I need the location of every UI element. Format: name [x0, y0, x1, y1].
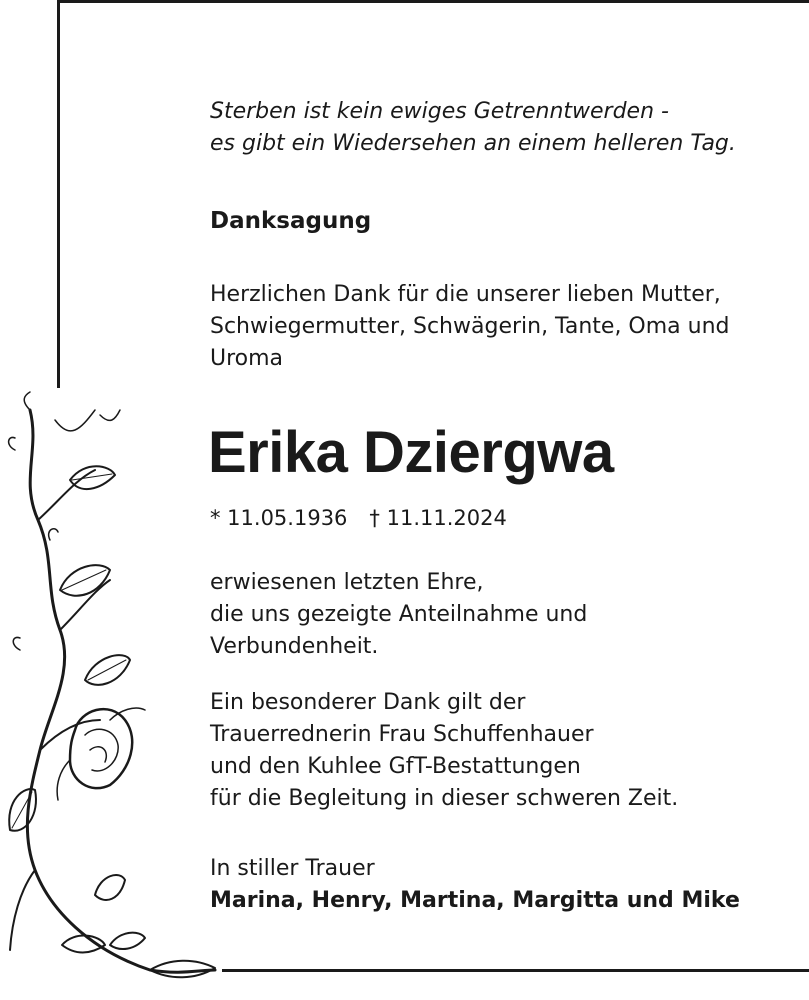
body-line: Trauerrednerin Frau Schuffenhauer — [210, 722, 594, 747]
intro-line: Schwiegermutter, Schwägerin, Tante, Oma und — [210, 314, 730, 339]
thanks-body-2 — [210, 687, 678, 815]
frame-bottom-border — [222, 969, 809, 972]
thanks-body-1 — [210, 567, 587, 663]
body-line: die uns gezeigte Anteilnahme und — [210, 602, 588, 627]
body-line: Verbundenheit. — [210, 634, 379, 659]
motto — [210, 96, 736, 160]
death-date: † 11.11.2024 — [369, 506, 507, 530]
frame-top-border — [57, 0, 809, 3]
deceased-name: Erika Dziergwa — [208, 420, 614, 485]
rose-illustration — [0, 390, 225, 990]
frame-left-border — [57, 0, 60, 388]
mourner-names: Marina, Henry, Martina, Margitta und Mike — [210, 888, 740, 913]
motto-line: Sterben ist kein ewiges Getrenntwerden - — [210, 99, 669, 124]
intro-text — [210, 279, 730, 375]
intro-line: Uroma — [210, 346, 284, 371]
body-line: Ein besonderer Dank gilt der — [210, 690, 526, 715]
birth-date: * 11.05.1936 — [210, 506, 348, 530]
intro-line: Herzlichen Dank für die unserer lieben Mutter, — [210, 282, 721, 307]
life-dates — [210, 502, 507, 534]
body-line: erwiesenen letzten Ehre, — [210, 570, 484, 595]
heading: Danksagung — [210, 208, 372, 234]
motto-line: es gibt ein Wiedersehen an einem helleren Tag. — [210, 131, 736, 156]
closing-label: In stiller Trauer — [210, 856, 375, 881]
body-line: und den Kuhlee GfT-Bestattungen — [210, 754, 581, 779]
closing — [210, 853, 740, 917]
body-line: für die Begleitung in dieser schweren Zeit. — [210, 786, 679, 811]
